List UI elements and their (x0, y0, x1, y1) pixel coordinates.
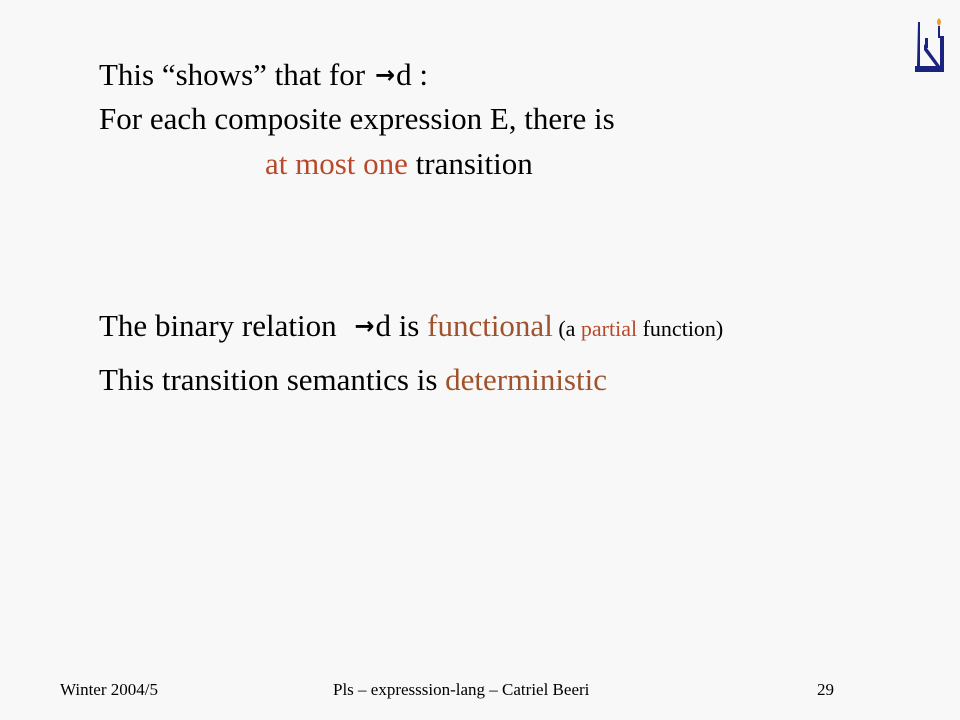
statement-line-5 (99, 364, 607, 395)
statement-text: The binary relation (99, 308, 345, 343)
statement-text: This “shows” that for (99, 57, 366, 92)
right-arrow-icon: → (354, 312, 375, 340)
university-logo-icon (910, 14, 946, 80)
right-arrow-icon: → (375, 61, 396, 89)
statement-text: transition (407, 146, 533, 181)
paren-text: (a (552, 316, 581, 341)
highlight-partial: partial (580, 316, 638, 341)
statement-line-2 (99, 103, 615, 134)
statement-line-3 (265, 148, 533, 179)
highlight-functional: functional (427, 308, 553, 343)
statement-line-1 (99, 59, 428, 90)
footer-term: Winter 2004/5 (60, 680, 158, 699)
paren-text: function) (637, 316, 724, 341)
highlight-at-most-one: at most one (265, 146, 408, 181)
statement-text: d is (375, 308, 428, 343)
statement-text: For each composite expression E, there is (99, 101, 615, 136)
statement-text: d : (396, 57, 429, 92)
page-number: 29 (817, 680, 834, 699)
footer-title: Pls – expresssion-lang – Catriel Beeri (333, 680, 590, 699)
highlight-deterministic: deterministic (445, 362, 607, 397)
statement-line-4 (99, 310, 723, 341)
statement-text: This transition semantics is (99, 362, 446, 397)
